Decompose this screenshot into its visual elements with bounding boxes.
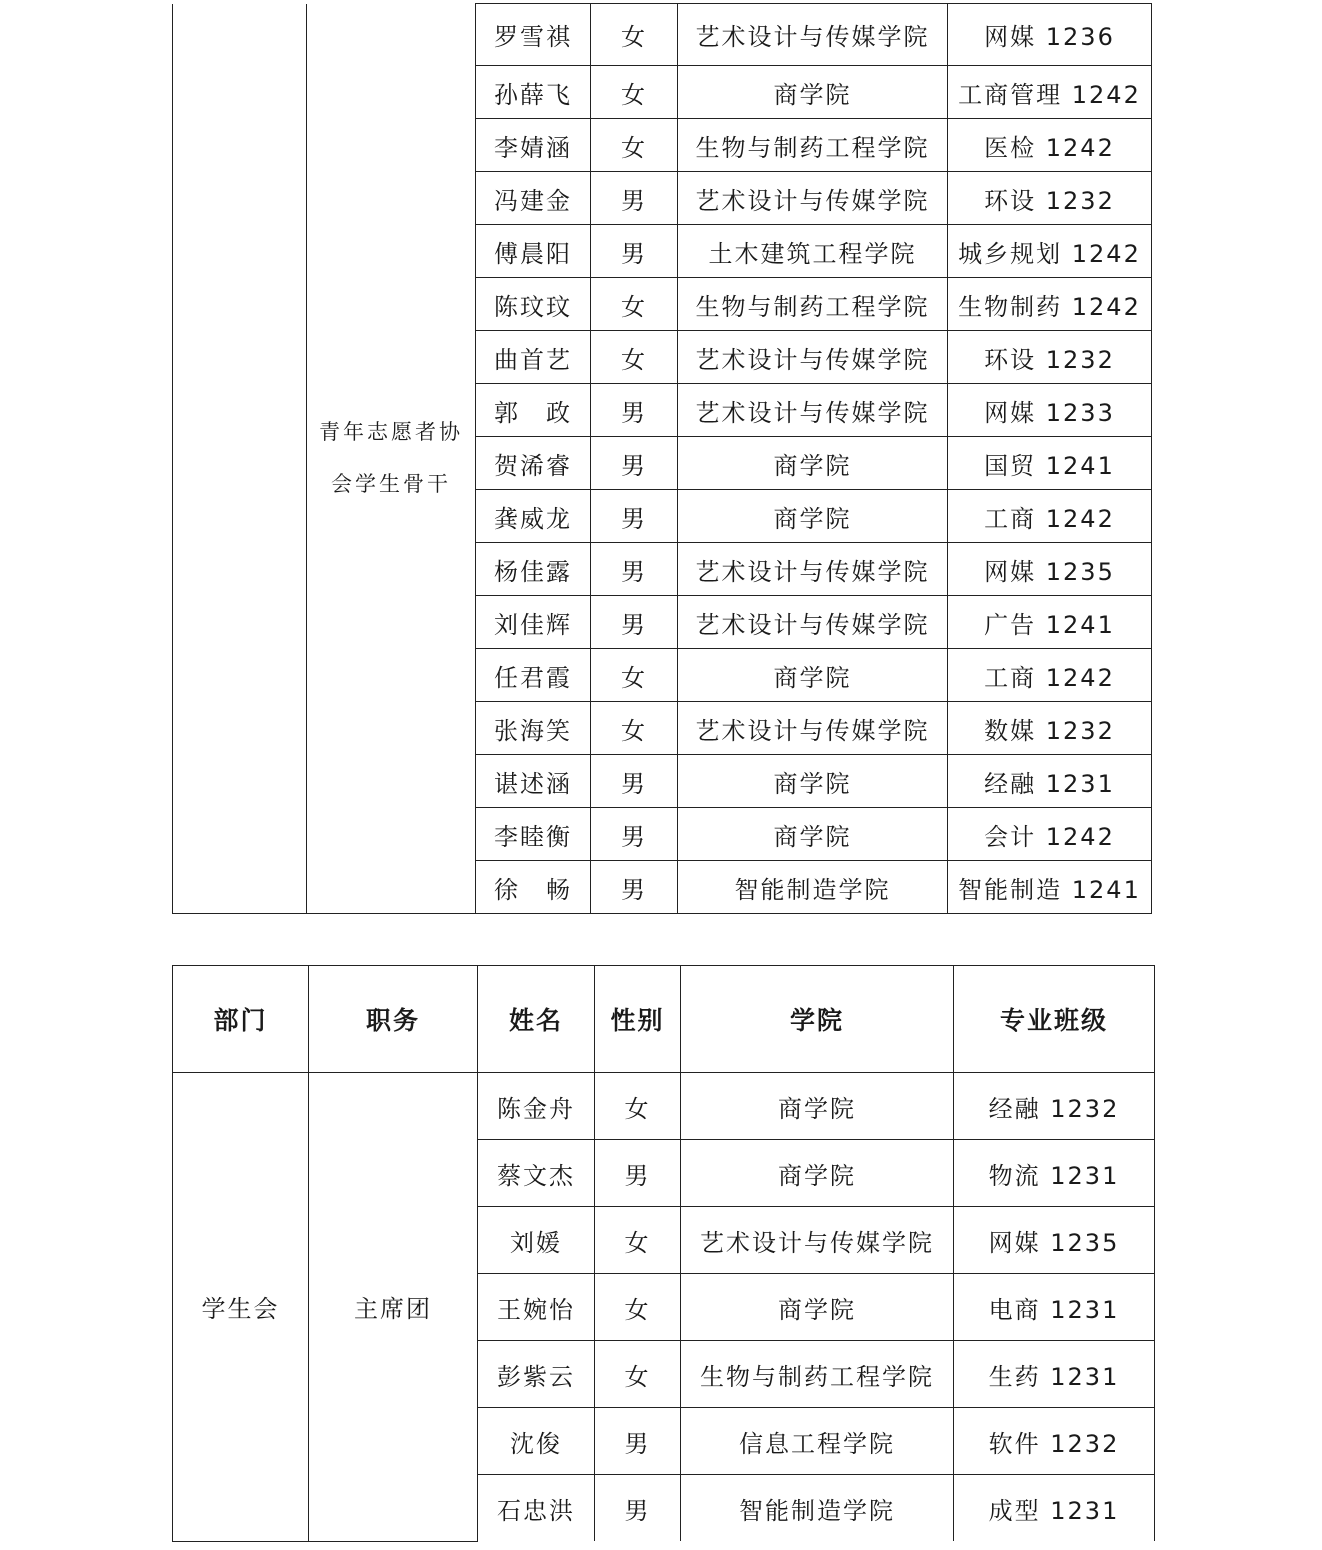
name-cell: 刘佳辉 [476,596,591,649]
name-cell: 沈俊 [478,1408,595,1475]
college-cell: 艺术设计与传媒学院 [678,172,948,225]
gender-cell: 男 [591,808,678,861]
gender-cell: 女 [595,1341,681,1408]
department-cell [173,4,307,914]
college-cell: 土木建筑工程学院 [678,225,948,278]
name-cell: 孙薛飞 [476,66,591,119]
class-cell: 智能制造 1241 [948,861,1152,914]
college-cell: 艺术设计与传媒学院 [678,4,948,66]
gender-cell: 男 [595,1475,681,1542]
name-cell: 陈金舟 [478,1073,595,1140]
header-class: 专业班级 [954,966,1155,1073]
gender-cell: 男 [591,596,678,649]
college-cell: 商学院 [678,755,948,808]
gender-cell: 男 [591,437,678,490]
college-cell: 艺术设计与传媒学院 [678,331,948,384]
name-cell: 傅晨阳 [476,225,591,278]
gender-cell: 女 [595,1073,681,1140]
class-cell: 工商 1242 [948,649,1152,702]
class-cell: 城乡规划 1242 [948,225,1152,278]
header-position: 职务 [309,966,478,1073]
gender-cell: 女 [591,278,678,331]
table-row [173,1073,1155,1140]
college-cell: 商学院 [678,437,948,490]
college-cell: 艺术设计与传媒学院 [678,384,948,437]
gender-cell: 女 [591,649,678,702]
name-cell: 谌述涵 [476,755,591,808]
class-cell: 生物制药 1242 [948,278,1152,331]
class-cell: 工商管理 1242 [948,66,1152,119]
name-cell: 曲首艺 [476,331,591,384]
gender-cell: 女 [591,331,678,384]
name-cell: 彭紫云 [478,1341,595,1408]
college-cell: 商学院 [678,649,948,702]
name-cell: 刘媛 [478,1207,595,1274]
name-cell: 李睦衡 [476,808,591,861]
name-cell: 陈玟玟 [476,278,591,331]
class-cell: 环设 1232 [948,331,1152,384]
gender-cell: 男 [591,543,678,596]
college-cell: 艺术设计与传媒学院 [678,596,948,649]
gender-cell: 女 [591,4,678,66]
class-cell: 广告 1241 [948,596,1152,649]
department-cell: 学生会 [173,1073,309,1542]
role-cell: 青年志愿者协会学生骨干 [307,4,476,914]
college-cell: 生物与制药工程学院 [678,119,948,172]
gender-cell: 女 [591,66,678,119]
gender-cell: 男 [591,172,678,225]
name-cell: 郭 政 [476,384,591,437]
gender-cell: 男 [595,1140,681,1207]
name-cell: 李婧涵 [476,119,591,172]
gender-cell: 女 [595,1207,681,1274]
class-cell: 医检 1242 [948,119,1152,172]
gender-cell: 男 [591,861,678,914]
college-cell: 智能制造学院 [681,1475,954,1542]
gender-cell: 男 [595,1408,681,1475]
college-cell: 生物与制药工程学院 [681,1341,954,1408]
class-cell: 物流 1231 [954,1140,1155,1207]
header-row [173,966,1155,1073]
college-cell: 智能制造学院 [678,861,948,914]
header-department: 部门 [173,966,309,1073]
college-cell: 商学院 [678,808,948,861]
name-cell: 贺浠睿 [476,437,591,490]
gender-cell: 男 [591,384,678,437]
college-cell: 商学院 [681,1140,954,1207]
name-cell: 龚威龙 [476,490,591,543]
class-cell: 成型 1231 [954,1475,1155,1542]
student-union-table [172,965,1155,1542]
gender-cell: 女 [595,1274,681,1341]
class-cell: 经融 1232 [954,1073,1155,1140]
class-cell: 数媒 1232 [948,702,1152,755]
gender-cell: 女 [591,702,678,755]
name-cell: 冯建金 [476,172,591,225]
name-cell: 蔡文杰 [478,1140,595,1207]
class-cell: 工商 1242 [948,490,1152,543]
college-cell: 商学院 [678,490,948,543]
gender-cell: 女 [591,119,678,172]
gender-cell: 男 [591,225,678,278]
name-cell: 徐 畅 [476,861,591,914]
college-cell: 商学院 [681,1073,954,1140]
class-cell: 网媒 1236 [948,4,1152,66]
gender-cell: 男 [591,490,678,543]
class-cell: 经融 1231 [948,755,1152,808]
class-cell: 网媒 1235 [954,1207,1155,1274]
college-cell: 艺术设计与传媒学院 [681,1207,954,1274]
class-cell: 环设 1232 [948,172,1152,225]
header-name: 姓名 [478,966,595,1073]
header-college: 学院 [681,966,954,1073]
class-cell: 软件 1232 [954,1408,1155,1475]
name-cell: 张海笑 [476,702,591,755]
name-cell: 王婉怡 [478,1274,595,1341]
header-gender: 性别 [595,966,681,1073]
name-cell: 石忠洪 [478,1475,595,1542]
class-cell: 网媒 1235 [948,543,1152,596]
college-cell: 商学院 [681,1274,954,1341]
table-row [173,4,1152,66]
college-cell: 生物与制药工程学院 [678,278,948,331]
volunteer-association-table [172,3,1152,914]
class-cell: 电商 1231 [954,1274,1155,1341]
class-cell: 网媒 1233 [948,384,1152,437]
college-cell: 信息工程学院 [681,1408,954,1475]
college-cell: 商学院 [678,66,948,119]
name-cell: 任君霞 [476,649,591,702]
college-cell: 艺术设计与传媒学院 [678,543,948,596]
class-cell: 生药 1231 [954,1341,1155,1408]
name-cell: 杨佳露 [476,543,591,596]
class-cell: 会计 1242 [948,808,1152,861]
position-cell: 主席团 [309,1073,478,1542]
class-cell: 国贸 1241 [948,437,1152,490]
college-cell: 艺术设计与传媒学院 [678,702,948,755]
name-cell: 罗雪祺 [476,4,591,66]
gender-cell: 男 [591,755,678,808]
